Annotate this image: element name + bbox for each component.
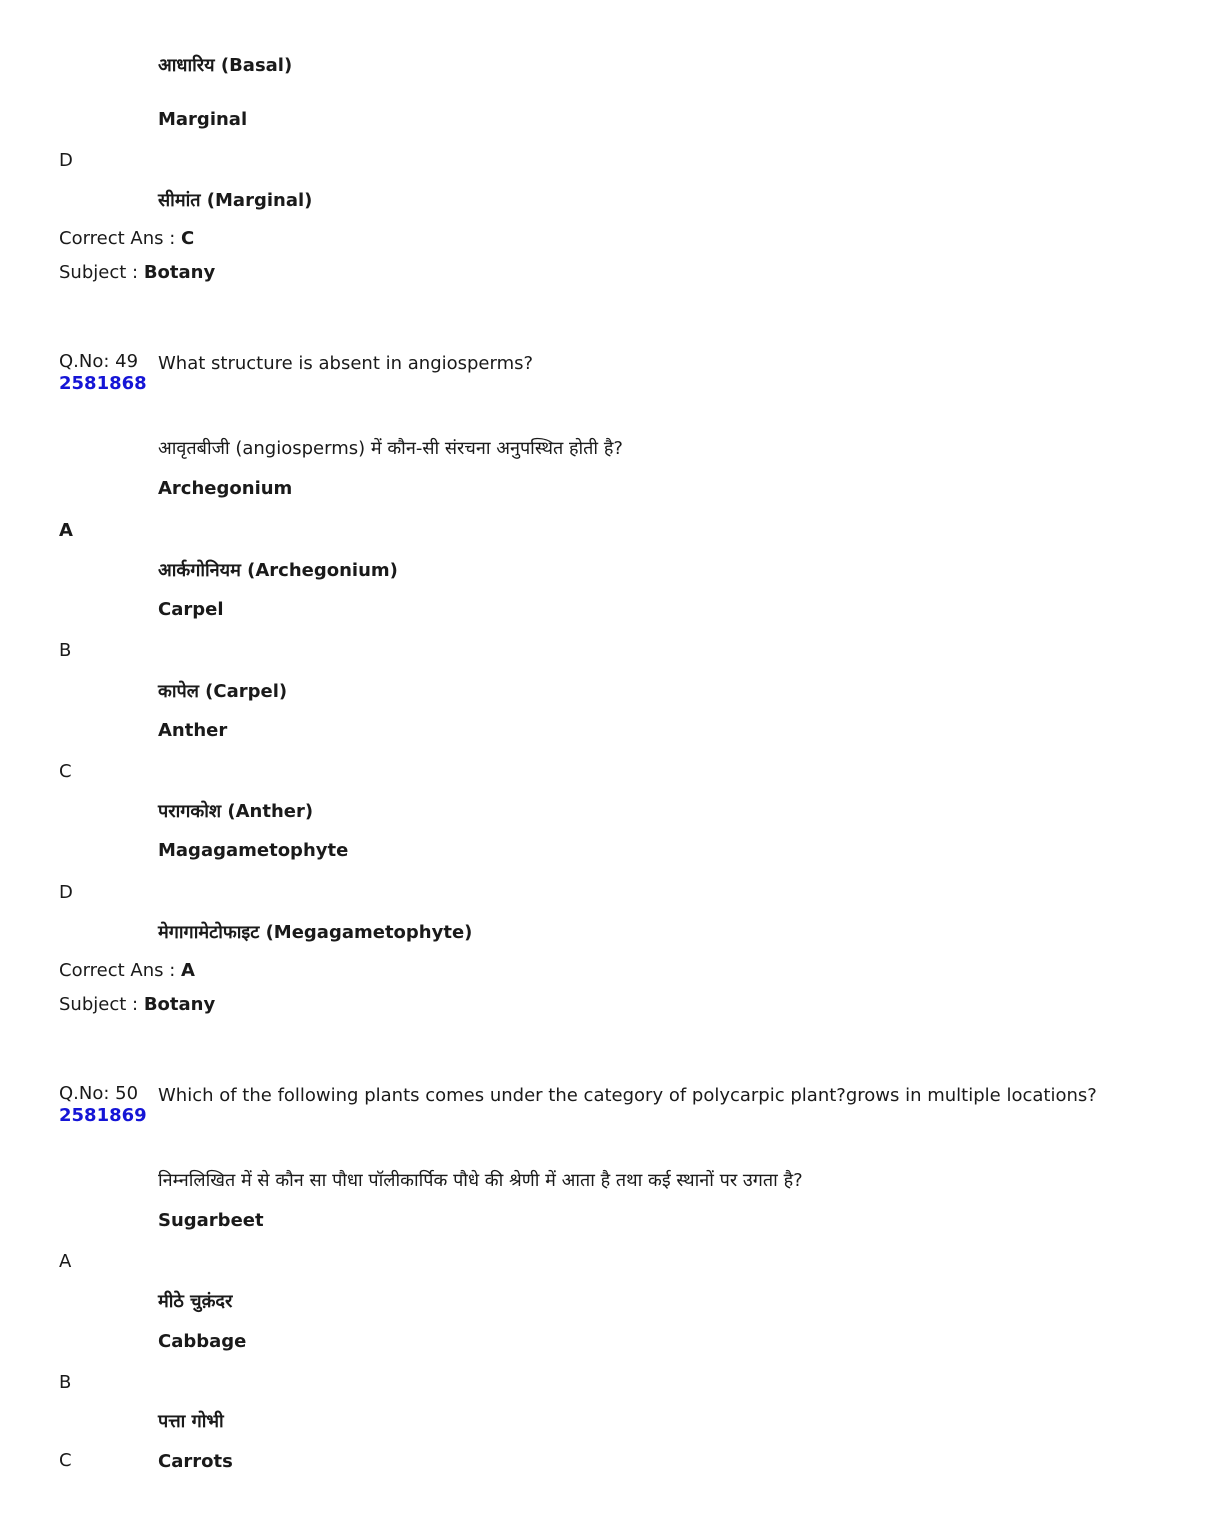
q49-question-english: What structure is absent in angiosperms? [158,353,534,374]
q48-option-d-hindi: सीमांत (Marginal) [158,190,313,211]
q50-option-b-label: B [59,1372,72,1393]
q49-option-c-hindi: परागकोश (Anther) [158,801,314,822]
subject-value: Botany [143,994,216,1015]
q50-option-a-label: A [59,1251,72,1272]
subject-label: Subject : [59,994,139,1015]
q49-option-c-english: Anther [158,720,228,741]
q49-option-d-english: Magagametophyte [158,840,349,861]
q50-option-b-hindi: पत्ता गोभी [158,1411,224,1432]
q49-option-c-label: C [59,761,72,782]
correct-answer-value: A [181,960,195,981]
q49-subject [59,994,215,1016]
q50-number: Q.No: 50 [59,1083,139,1104]
q49-option-b-english: Carpel [158,599,224,620]
correct-answer-value: C [181,228,195,249]
correct-answer-label: Correct Ans : [59,960,176,981]
correct-answer-label: Correct Ans : [59,228,176,249]
q50-question-id: 2581869 [59,1105,147,1126]
q49-option-a-label: A [59,520,73,541]
q50-option-c-english: Carrots [158,1451,233,1472]
q48-option-d-label: D [59,150,73,171]
q50-option-b-english: Cabbage [158,1331,247,1352]
q49-option-d-hindi: मेगागामेटोफाइट (Megagametophyte) [158,922,473,943]
q48-option-d-english: Marginal [158,109,248,130]
q48-option-c-hindi: आधारिय (Basal) [158,55,293,76]
q49-option-a-english: Archegonium [158,478,293,499]
q49-option-b-label: B [59,640,72,661]
q50-option-a-hindi: मीठे चुक़ंदर [158,1291,233,1312]
q48-subject [59,262,215,284]
q49-correct-answer [59,960,195,982]
q49-question-id: 2581868 [59,373,147,394]
q48-correct-answer [59,228,194,250]
q49-option-b-hindi: कापेल (Carpel) [158,681,288,702]
subject-value: Botany [143,262,216,283]
q50-option-a-english: Sugarbeet [158,1210,264,1231]
q49-option-d-label: D [59,882,73,903]
q50-option-c-label: C [59,1450,72,1471]
subject-label: Subject : [59,262,139,283]
q50-question-hindi: निम्नलिखित में से कौन सा पौधा पॉलीकार्पिक पौधे की श्रेणी में आता है तथा कई स्थानों पर उगता है? [158,1170,803,1191]
q49-option-a-hindi: आर्कगोनियम (Archegonium) [158,560,398,581]
q50-question-english: Which of the following plants comes under the category of polycarpic plant?grows in multiple locations? [158,1085,1097,1106]
q49-number: Q.No: 49 [59,351,139,372]
q49-question-hindi: आवृतबीजी (angiosperms) में कौन-सी संरचना अनुपस्थित होती है? [158,438,623,459]
